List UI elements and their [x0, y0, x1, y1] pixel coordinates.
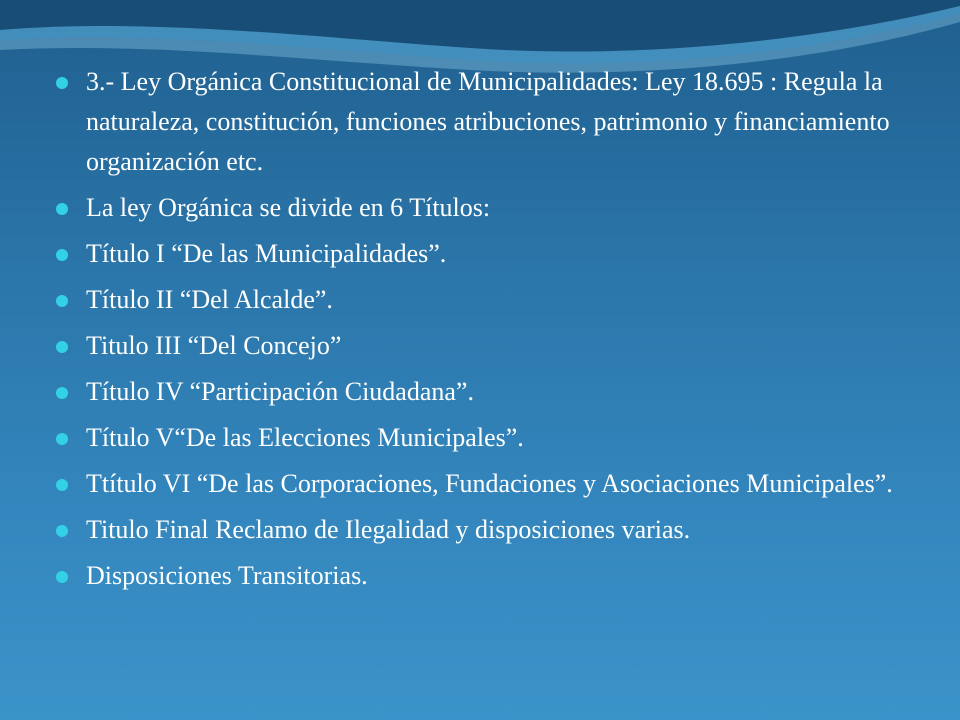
bullet-dot-icon: [56, 203, 68, 215]
bullet-text: La ley Orgánica se divide en 6 Títulos:: [86, 193, 491, 222]
bullet-item: [52, 234, 912, 274]
bullet-item: [52, 62, 912, 182]
bullet-item: [52, 326, 912, 366]
bullet-item: [52, 510, 912, 550]
bullet-dot-icon: [56, 571, 68, 583]
bullet-item: [52, 464, 912, 504]
bullet-item: [52, 188, 912, 228]
bullet-dot-icon: [56, 249, 68, 261]
bullet-text: Disposiciones Transitorias.: [86, 561, 368, 590]
bullet-text: Ttítulo VI “De las Corporaciones, Fundaciones y Asociaciones Municipales”.: [86, 469, 893, 498]
bullet-dot-icon: [56, 295, 68, 307]
bullet-dot-icon: [56, 387, 68, 399]
bullet-dot-icon: [56, 525, 68, 537]
bullet-text: Título IV “Participación Ciudadana”.: [86, 377, 474, 406]
bullet-dot-icon: [56, 341, 68, 353]
bullet-text: Título II “Del Alcalde”.: [86, 285, 333, 314]
bullet-text: 3.- Ley Orgánica Constitucional de Municipalidades: Ley 18.695 : Regula la naturaleza, constitución, funciones atribuciones, patrimonio y financiamiento organización etc.: [86, 67, 890, 176]
bullet-text: Titulo III “Del Concejo”: [86, 331, 342, 360]
bullet-dot-icon: [56, 433, 68, 445]
bullet-text: Título I “De las Municipalidades”.: [86, 239, 447, 268]
bullet-item: [52, 556, 912, 596]
bullet-list: [52, 62, 912, 602]
bullet-item: [52, 372, 912, 412]
bullet-item: [52, 418, 912, 458]
bullet-dot-icon: [56, 77, 68, 89]
bullet-item: [52, 280, 912, 320]
bullet-dot-icon: [56, 479, 68, 491]
bullet-text: Título V“De las Elecciones Municipales”.: [86, 423, 524, 452]
bullet-text: Titulo Final Reclamo de Ilegalidad y disposiciones varias.: [86, 515, 691, 544]
